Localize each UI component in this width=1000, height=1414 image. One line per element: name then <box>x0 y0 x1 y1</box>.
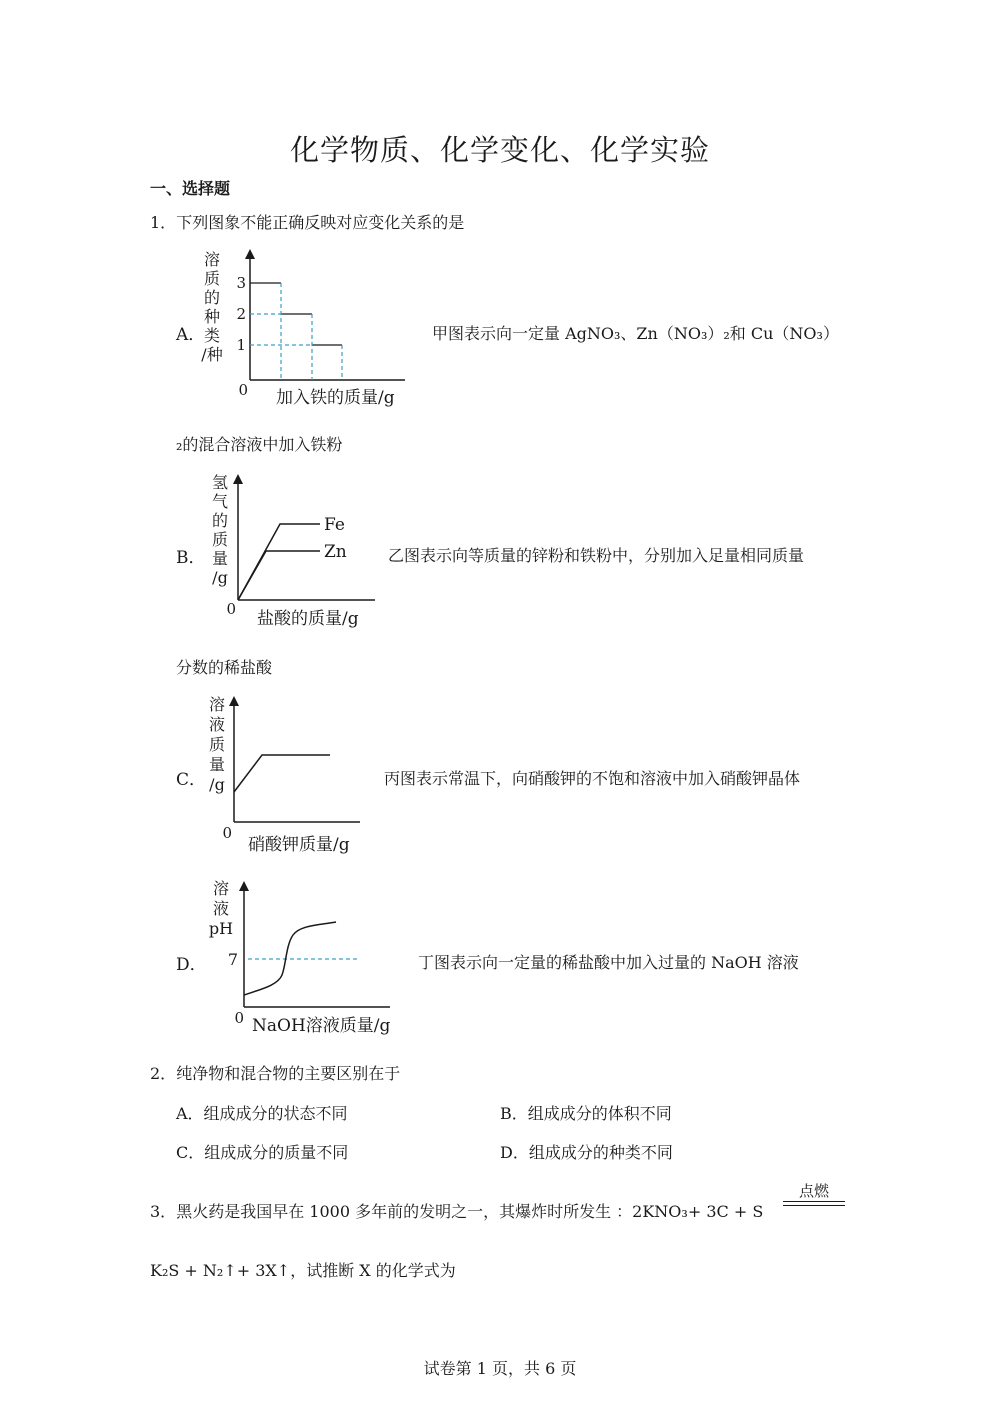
chart-b-xlabel: 盐酸的质量/g <box>257 609 359 629</box>
chart-c-y-arrow <box>229 696 239 706</box>
chart-d-xlabel: NaOH溶液质量/g <box>252 1016 391 1036</box>
q2-option-a: A．组成成分的状态不同 <box>176 1104 348 1123</box>
chart-b-label-fe: Fe <box>324 515 345 535</box>
equation-bar-top <box>783 1201 845 1202</box>
chart-d-ytick: 7 <box>227 950 238 969</box>
question-1 <box>150 210 464 233</box>
chart-c <box>200 690 380 860</box>
equation-bar-bottom <box>783 1205 845 1206</box>
chart-b-ylabel-char: 质 <box>211 530 229 549</box>
chart-a-ylabel-char: 类 <box>203 326 221 345</box>
option-a-letter: A． <box>176 325 206 345</box>
section-heading: 一、选择题 <box>150 179 231 198</box>
chart-a-ylabel-char: /种 <box>201 345 223 364</box>
chart-a <box>200 245 420 415</box>
question-stem: 黑火药是我国早在 1000 多年前的发明之一，其爆炸时所发生 ：2KNO₃+ 3C + S <box>176 1202 764 1221</box>
chart-a-ylabel <box>201 250 222 364</box>
chart-d <box>200 875 410 1040</box>
chart-b-y-arrow <box>233 474 243 484</box>
chart-a-ytick: 3 <box>236 274 246 292</box>
chart-a-ylabel-char: 溶 <box>203 250 221 269</box>
chart-a-ylabel-char: 的 <box>203 288 221 307</box>
chart-a-xlabel: 加入铁的质量/g <box>276 388 395 408</box>
question-number: 3． <box>150 1202 177 1221</box>
question-stem: 下列图象不能正确反映对应变化关系的是 <box>176 213 465 232</box>
option-b-letter: B． <box>176 548 206 568</box>
chart-c-ylabel-char: /g <box>209 775 225 794</box>
option-d-letter: D． <box>176 955 207 975</box>
chart-b-ylabel-char: 量 <box>211 549 229 568</box>
q2-option-d: D．组成成分的种类不同 <box>500 1143 673 1162</box>
page-footer: 试卷第 1 页，共 6 页 <box>423 1359 577 1378</box>
chart-c-xlabel: 硝酸钾质量/g <box>248 835 350 855</box>
chart-c-line <box>234 755 330 792</box>
chart-c-ylabel-char: 质 <box>208 735 226 754</box>
chart-a-ytick: 1 <box>236 336 246 354</box>
chart-b-line-fe <box>238 524 320 600</box>
option-c-text: 丙图表示常温下，向硝酸钾的不饱和溶液中加入硝酸钾晶体 <box>384 769 801 788</box>
chart-b <box>200 468 400 633</box>
question-3 <box>150 1199 763 1222</box>
chart-a-ylabel-char: 种 <box>203 307 221 326</box>
page-title: 化学物质、化学变化、化学实验 <box>289 133 710 167</box>
chart-d-ylabel-char: 溶 <box>212 879 230 898</box>
option-b-text: 乙图表示向等质量的锌粉和铁粉中，分别加入足量相同质量 <box>388 546 805 565</box>
chart-b-label-zn: Zn <box>324 542 347 562</box>
chart-a-guides <box>250 283 342 380</box>
chart-b-line-zn <box>238 551 320 600</box>
reaction-condition: 点燃 <box>798 1182 829 1200</box>
chart-b-ylabel-char: 氢 <box>211 473 229 492</box>
option-c-letter: C． <box>176 770 207 790</box>
chart-d-ylabel-char: pH <box>208 919 234 938</box>
chart-c-ylabel-char: 溶 <box>208 695 226 714</box>
chart-c-ylabel-char: 量 <box>208 755 226 774</box>
chart-d-ylabel-char: 液 <box>212 899 230 918</box>
option-a-text: 甲图表示向一定量 AgNO₃、Zn（NO₃）₂和 Cu（NO₃） <box>432 324 839 343</box>
chart-a-ylabel-char: 质 <box>203 269 221 288</box>
chart-b-origin: 0 <box>226 600 236 618</box>
chart-a-origin: 0 <box>238 381 248 399</box>
q2-option-b: B．组成成分的体积不同 <box>500 1104 672 1123</box>
option-a-text-cont: ₂的混合溶液中加入铁粉 <box>176 435 343 454</box>
chart-a-ytick: 2 <box>236 305 246 323</box>
chart-d-origin: 0 <box>234 1009 244 1027</box>
question-stem: 纯净物和混合物的主要区别在于 <box>176 1064 401 1083</box>
option-d-text: 丁图表示向一定量的稀盐酸中加入过量的 NaOH 溶液 <box>418 953 799 972</box>
chart-d-y-arrow <box>239 881 249 891</box>
chart-b-ylabel-char: /g <box>212 568 228 587</box>
question-2 <box>150 1061 400 1084</box>
chart-c-origin: 0 <box>222 824 232 842</box>
option-b-text-cont: 分数的稀盐酸 <box>176 658 273 677</box>
chart-a-y-arrow <box>245 249 255 259</box>
q2-option-c: C．组成成分的质量不同 <box>176 1143 349 1162</box>
chart-c-ylabel-char: 液 <box>208 715 226 734</box>
chart-b-ylabel-char: 的 <box>211 511 229 530</box>
question-number: 1． <box>150 213 177 232</box>
q3-equation-products: K₂S + N₂↑+ 3X↑，试推断 X 的化学式为 <box>150 1261 456 1280</box>
chart-b-ylabel-char: 气 <box>211 492 229 511</box>
question-number: 2． <box>150 1064 177 1083</box>
